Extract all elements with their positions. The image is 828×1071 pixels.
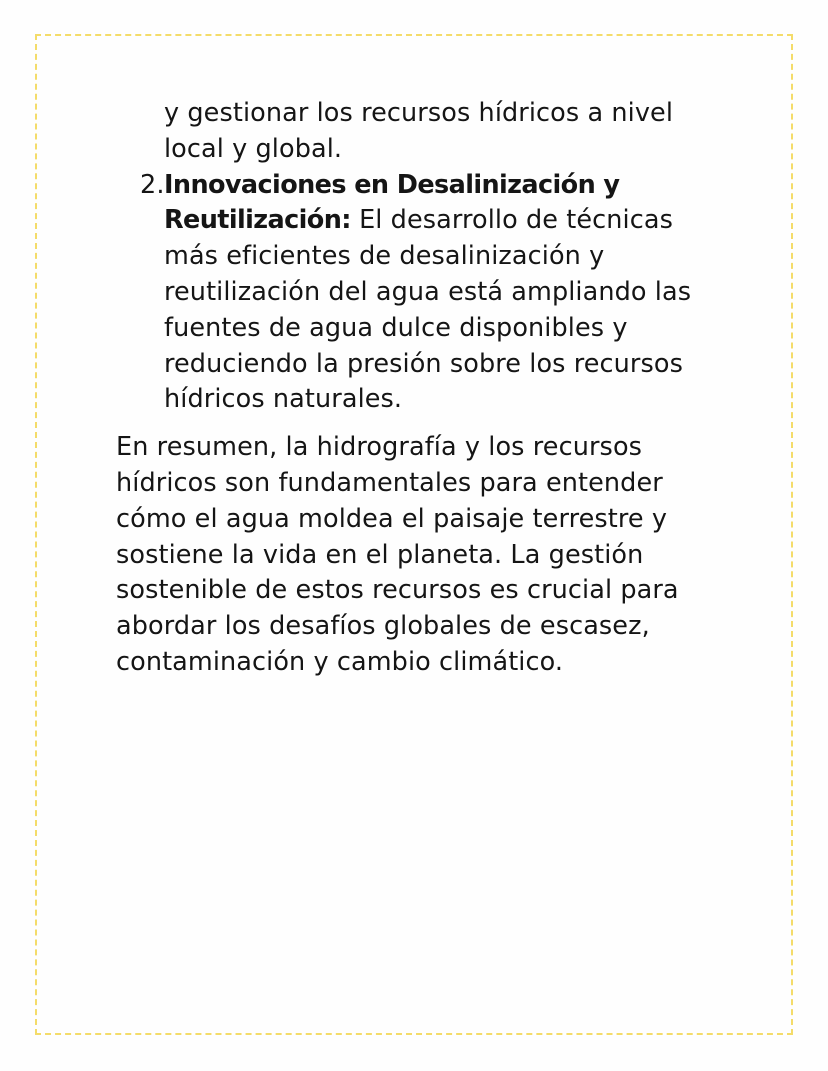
summary-paragraph: En resumen, la hidrografía y los recursos hídricos son fundamentales para entender cómo el agua moldea el paisaje terrestre y sostiene la vida en el planeta. La gestión sostenible de estos recursos es crucial para abordar los desafíos globales de escasez, contaminación y cambio climático. <box>116 432 679 677</box>
list-item-number: 2. <box>140 169 165 200</box>
list-item-text: El desarrollo de técnicas más eficientes de desalinización y reutilización del agua está ampliando las fuentes de agua dulce disponibles y reduciendo la presión sobre los recursos hídricos naturales. <box>164 205 692 415</box>
page-content <box>116 96 726 681</box>
list-item-2 <box>116 168 726 419</box>
list-continuation: y gestionar los recursos hídricos a nivel local y global. <box>164 98 674 164</box>
list-item-title: Innovaciones en Desalinización y Reutilización: <box>164 169 620 236</box>
